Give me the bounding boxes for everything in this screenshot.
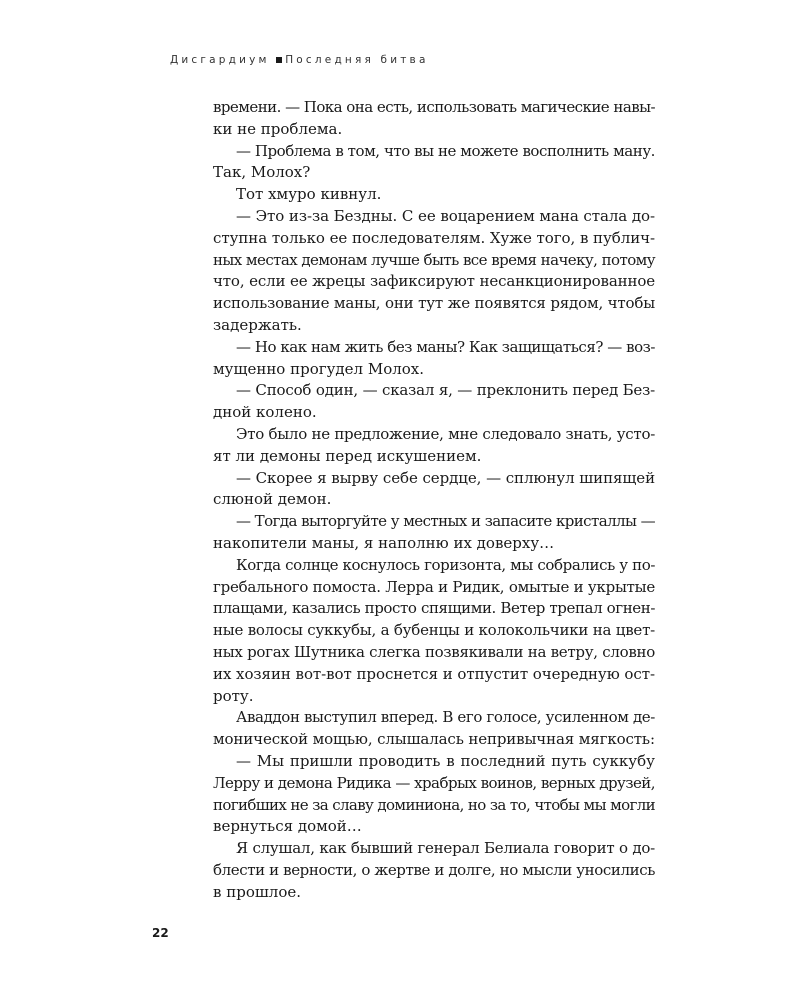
text-line: ных местах демонам лучше быть все время начеку, потому [213,250,655,269]
text-line: Так, Молох? [213,163,311,182]
text-line: задержать. [213,315,302,334]
text-line: Когда солнце коснулось горизонта, мы собрались у по- [236,555,655,574]
text-line: — Проблема в том, что вы не можете восполнить ману. [236,141,655,160]
header-book-subtitle: Последняя битва [285,54,429,66]
text-line: ные волосы суккубы, а бубенцы и колокольчики на цвет- [213,621,655,640]
text-line: ят ли демоны перед искушением. [213,446,482,465]
text-line: монической мощью, слышалась непривычная мягкость: [213,730,655,749]
text-line: использование маны, они тут же появятся рядом, чтобы [213,294,655,313]
text-line: плащами, казались просто спящими. Ветер трепал огнен- [213,599,655,618]
text-line: ки не проблема. [213,119,343,138]
text-line: ступна только ее последователям. Хуже того, в публич- [213,228,655,247]
page-body-text [213,97,655,903]
text-line: вернуться домой… [213,817,362,836]
text-line: Я слушал, как бывший генерал Белиала говорит о до- [236,839,655,858]
text-line: Лерру и демона Ридика — храбрых воинов, верных друзей, [213,773,655,792]
header-book-title: Дисгардиум [170,54,270,66]
running-header [170,54,429,66]
text-line: — Тогда выторгуйте у местных и запасите кристаллы — [236,512,655,531]
text-line: что, если ее жрецы зафиксируют несанкционированное [213,272,655,291]
text-line: слюной демон. [213,490,332,509]
text-line: — Но как нам жить без маны? Как защищаться? — воз- [236,337,655,356]
text-line: блести и верности, о жертве и долге, но мысли уносились [213,860,655,879]
text-line: роту. [213,686,254,705]
text-line: — Мы пришли проводить в последний путь суккубу [236,751,655,770]
text-line: их хозяин вот-вот проснется и отпустит очередную ост- [213,664,655,683]
text-line: — Способ один, — сказал я, — преклонить перед Без- [236,381,655,400]
text-line: гребального помоста. Лерра и Ридик, омытые и укрытые [213,577,655,596]
text-line: в прошлое. [213,882,301,901]
text-line: Тот хмуро кивнул. [236,185,382,204]
header-separator-square [276,57,282,63]
text-line: дной колено. [213,403,317,422]
text-line: накопители маны, я наполню их доверху… [213,533,555,552]
text-line: погибших не за славу доминиона, но за то, чтобы мы могли [213,795,655,814]
text-line: Аваддон выступил вперед. В его голосе, усиленном де- [236,708,655,727]
page-number: 22 [152,926,169,940]
text-line: — Скорее я вырву себе сердце, — сплюнул шипящей [236,468,655,487]
text-line: времени. — Пока она есть, использовать магические навы- [213,98,655,116]
text-line: ных рогах Шутника слегка позвякивали на ветру, словно [213,642,655,661]
text-line: — Это из-за Бездны. С ее воцарением мана стала до- [236,206,655,225]
text-line: мущенно прогудел Молох. [213,359,425,378]
text-line: Это было не предложение, мне следовало знать, усто- [236,424,655,443]
